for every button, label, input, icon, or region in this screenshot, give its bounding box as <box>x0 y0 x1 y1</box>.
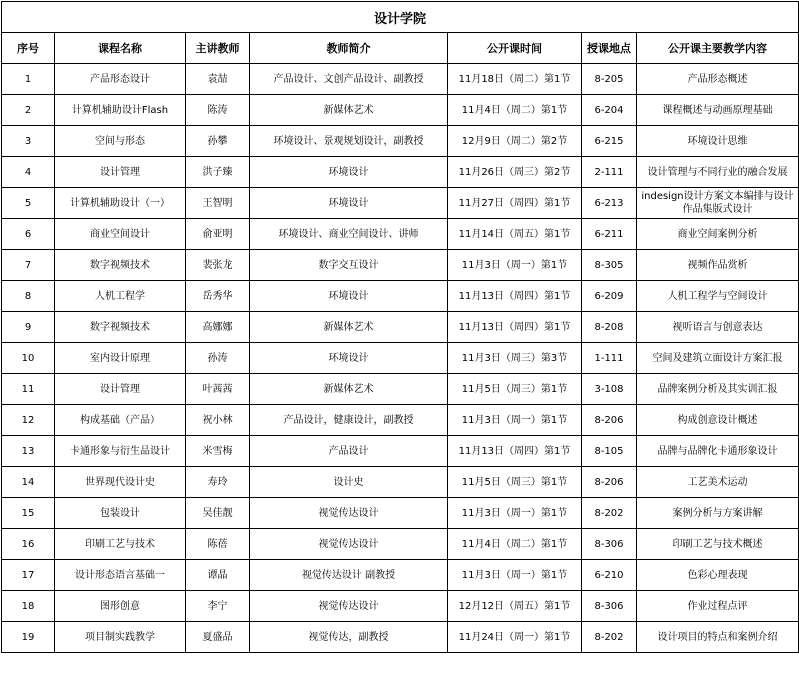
cell-teacher-intro: 环境设计 <box>250 188 448 219</box>
cell-content: 品牌与品牌化卡通形象设计 <box>637 436 799 467</box>
cell-index: 16 <box>2 529 55 560</box>
cell-teacher-intro: 环境设计 <box>250 157 448 188</box>
cell-teacher: 夏盛品 <box>186 622 250 653</box>
cell-content: 视频作品赏析 <box>637 250 799 281</box>
cell-index: 18 <box>2 591 55 622</box>
cell-location: 6-210 <box>582 560 637 591</box>
cell-course-name: 商业空间设计 <box>55 219 186 250</box>
cell-teacher: 高娜娜 <box>186 312 250 343</box>
cell-class-time: 11月13日（周四）第1节 <box>448 312 582 343</box>
cell-teacher-intro: 环境设计 <box>250 343 448 374</box>
cell-class-time: 11月3日（周三）第3节 <box>448 343 582 374</box>
cell-class-time: 11月5日（周三）第1节 <box>448 467 582 498</box>
cell-course-name: 设计管理 <box>55 157 186 188</box>
cell-index: 2 <box>2 95 55 126</box>
cell-teacher: 孙攀 <box>186 126 250 157</box>
cell-content: 环境设计思维 <box>637 126 799 157</box>
cell-class-time: 11月13日（周四）第1节 <box>448 281 582 312</box>
cell-class-time: 11月3日（周一）第1节 <box>448 250 582 281</box>
cell-teacher: 叶茜茜 <box>186 374 250 405</box>
cell-location: 2-111 <box>582 157 637 188</box>
cell-class-time: 11月5日（周三）第1节 <box>448 374 582 405</box>
header-teacher-intro: 教师简介 <box>250 33 448 64</box>
cell-content: 品牌案例分析及其实训汇报 <box>637 374 799 405</box>
table-row <box>2 312 799 343</box>
cell-teacher-intro: 视觉传达设计 副教授 <box>250 560 448 591</box>
cell-class-time: 11月27日（周四）第1节 <box>448 188 582 219</box>
cell-teacher-intro: 环境设计、景观规划设计，副教授 <box>250 126 448 157</box>
cell-location: 8-208 <box>582 312 637 343</box>
table-title: 设计学院 <box>2 2 799 33</box>
cell-location: 3-108 <box>582 374 637 405</box>
cell-location: 6-213 <box>582 188 637 219</box>
cell-index: 3 <box>2 126 55 157</box>
cell-location: 8-206 <box>582 467 637 498</box>
cell-location: 8-202 <box>582 622 637 653</box>
cell-course-name: 包装设计 <box>55 498 186 529</box>
cell-class-time: 11月3日（周一）第1节 <box>448 560 582 591</box>
cell-teacher: 吴佳靓 <box>186 498 250 529</box>
cell-index: 15 <box>2 498 55 529</box>
cell-teacher-intro: 环境设计 <box>250 281 448 312</box>
cell-content: 印刷工艺与技术概述 <box>637 529 799 560</box>
cell-location: 8-105 <box>582 436 637 467</box>
cell-content: 商业空间案例分析 <box>637 219 799 250</box>
cell-index: 7 <box>2 250 55 281</box>
cell-class-time: 11月18日（周二）第1节 <box>448 64 582 95</box>
cell-index: 14 <box>2 467 55 498</box>
cell-location: 6-209 <box>582 281 637 312</box>
table-row <box>2 436 799 467</box>
cell-content: 案例分析与方案讲解 <box>637 498 799 529</box>
cell-index: 19 <box>2 622 55 653</box>
cell-teacher-intro: 视觉传达，副教授 <box>250 622 448 653</box>
cell-course-name: 设计管理 <box>55 374 186 405</box>
table-row <box>2 343 799 374</box>
cell-content: 构成创意设计概述 <box>637 405 799 436</box>
cell-teacher-intro: 设计史 <box>250 467 448 498</box>
cell-teacher-intro: 新媒体艺术 <box>250 95 448 126</box>
table-body <box>2 64 799 653</box>
cell-location: 8-206 <box>582 405 637 436</box>
cell-location: 8-305 <box>582 250 637 281</box>
header-index: 序号 <box>2 33 55 64</box>
cell-content: indesign设计方案文本编排与设计作品集版式设计 <box>637 188 799 219</box>
cell-teacher: 陈涛 <box>186 95 250 126</box>
cell-class-time: 11月26日（周三）第2节 <box>448 157 582 188</box>
header-content: 公开课主要教学内容 <box>637 33 799 64</box>
table-row <box>2 529 799 560</box>
table-row <box>2 126 799 157</box>
header-course-name: 课程名称 <box>55 33 186 64</box>
cell-class-time: 12月12日（周五）第1节 <box>448 591 582 622</box>
header-teacher: 主讲教师 <box>186 33 250 64</box>
cell-class-time: 12月9日（周二）第2节 <box>448 126 582 157</box>
cell-course-name: 图形创意 <box>55 591 186 622</box>
table-row <box>2 405 799 436</box>
cell-content: 产品形态概述 <box>637 64 799 95</box>
cell-course-name: 数字视频技术 <box>55 250 186 281</box>
table-row <box>2 591 799 622</box>
cell-content: 课程概述与动画原理基础 <box>637 95 799 126</box>
cell-course-name: 卡通形象与衍生品设计 <box>55 436 186 467</box>
cell-index: 12 <box>2 405 55 436</box>
cell-location: 6-211 <box>582 219 637 250</box>
cell-teacher-intro: 视觉传达设计 <box>250 591 448 622</box>
cell-course-name: 空间与形态 <box>55 126 186 157</box>
table-row <box>2 219 799 250</box>
cell-location: 8-306 <box>582 529 637 560</box>
cell-course-name: 世界现代设计史 <box>55 467 186 498</box>
cell-class-time: 11月3日（周一）第1节 <box>448 405 582 436</box>
cell-course-name: 构成基础（产品） <box>55 405 186 436</box>
cell-content: 作业过程点评 <box>637 591 799 622</box>
cell-class-time: 11月4日（周二）第1节 <box>448 95 582 126</box>
cell-teacher: 孙涛 <box>186 343 250 374</box>
cell-teacher-intro: 新媒体艺术 <box>250 312 448 343</box>
cell-course-name: 计算机辅助设计（一） <box>55 188 186 219</box>
table-row <box>2 281 799 312</box>
cell-course-name: 数字视频技术 <box>55 312 186 343</box>
cell-teacher-intro: 环境设计、商业空间设计、讲师 <box>250 219 448 250</box>
table-row <box>2 95 799 126</box>
cell-class-time: 11月13日（周四）第1节 <box>448 436 582 467</box>
cell-course-name: 产品形态设计 <box>55 64 186 95</box>
cell-index: 10 <box>2 343 55 374</box>
cell-class-time: 11月24日（周一）第1节 <box>448 622 582 653</box>
cell-location: 8-205 <box>582 64 637 95</box>
cell-location: 6-204 <box>582 95 637 126</box>
cell-index: 8 <box>2 281 55 312</box>
cell-content: 设计项目的特点和案例介绍 <box>637 622 799 653</box>
cell-teacher: 陈蓓 <box>186 529 250 560</box>
cell-teacher: 王智明 <box>186 188 250 219</box>
table-row <box>2 622 799 653</box>
cell-class-time: 11月4日（周二）第1节 <box>448 529 582 560</box>
cell-content: 色彩心理表现 <box>637 560 799 591</box>
cell-index: 4 <box>2 157 55 188</box>
header-class-time: 公开课时间 <box>448 33 582 64</box>
table-row <box>2 374 799 405</box>
cell-teacher: 俞亚明 <box>186 219 250 250</box>
table-row <box>2 64 799 95</box>
cell-index: 1 <box>2 64 55 95</box>
table-row <box>2 498 799 529</box>
cell-index: 6 <box>2 219 55 250</box>
table-row <box>2 157 799 188</box>
cell-content: 工艺美术运动 <box>637 467 799 498</box>
cell-location: 8-306 <box>582 591 637 622</box>
cell-location: 8-202 <box>582 498 637 529</box>
cell-teacher: 谭晶 <box>186 560 250 591</box>
course-table <box>1 1 799 653</box>
cell-teacher: 岳秀华 <box>186 281 250 312</box>
cell-class-time: 11月14日（周五）第1节 <box>448 219 582 250</box>
header-row <box>2 33 799 64</box>
cell-content: 设计管理与不同行业的融合发展 <box>637 157 799 188</box>
cell-teacher-intro: 产品设计，健康设计，副教授 <box>250 405 448 436</box>
cell-teacher: 洪子臻 <box>186 157 250 188</box>
cell-teacher: 袁喆 <box>186 64 250 95</box>
cell-content: 空间及建筑立面设计方案汇报 <box>637 343 799 374</box>
cell-teacher-intro: 产品设计 <box>250 436 448 467</box>
cell-teacher-intro: 产品设计、文创产品设计、副教授 <box>250 64 448 95</box>
cell-course-name: 室内设计原理 <box>55 343 186 374</box>
cell-class-time: 11月3日（周一）第1节 <box>448 498 582 529</box>
cell-teacher: 米雪梅 <box>186 436 250 467</box>
cell-teacher: 李宁 <box>186 591 250 622</box>
cell-index: 5 <box>2 188 55 219</box>
cell-teacher: 裴张龙 <box>186 250 250 281</box>
cell-location: 1-111 <box>582 343 637 374</box>
cell-teacher-intro: 视觉传达设计 <box>250 529 448 560</box>
cell-index: 17 <box>2 560 55 591</box>
cell-teacher-intro: 新媒体艺术 <box>250 374 448 405</box>
cell-content: 人机工程学与空间设计 <box>637 281 799 312</box>
table-row <box>2 250 799 281</box>
cell-course-name: 印刷工艺与技术 <box>55 529 186 560</box>
cell-teacher-intro: 视觉传达设计 <box>250 498 448 529</box>
cell-course-name: 人机工程学 <box>55 281 186 312</box>
cell-course-name: 项目制实践教学 <box>55 622 186 653</box>
cell-teacher-intro: 数字交互设计 <box>250 250 448 281</box>
table-row <box>2 467 799 498</box>
cell-course-name: 计算机辅助设计Flash <box>55 95 186 126</box>
cell-teacher: 寿玲 <box>186 467 250 498</box>
cell-index: 9 <box>2 312 55 343</box>
cell-location: 6-215 <box>582 126 637 157</box>
cell-content: 视听语言与创意表达 <box>637 312 799 343</box>
cell-index: 13 <box>2 436 55 467</box>
cell-teacher: 祝小林 <box>186 405 250 436</box>
table-row <box>2 188 799 219</box>
header-location: 授课地点 <box>582 33 637 64</box>
cell-course-name: 设计形态语言基础一 <box>55 560 186 591</box>
table-row <box>2 560 799 591</box>
cell-index: 11 <box>2 374 55 405</box>
